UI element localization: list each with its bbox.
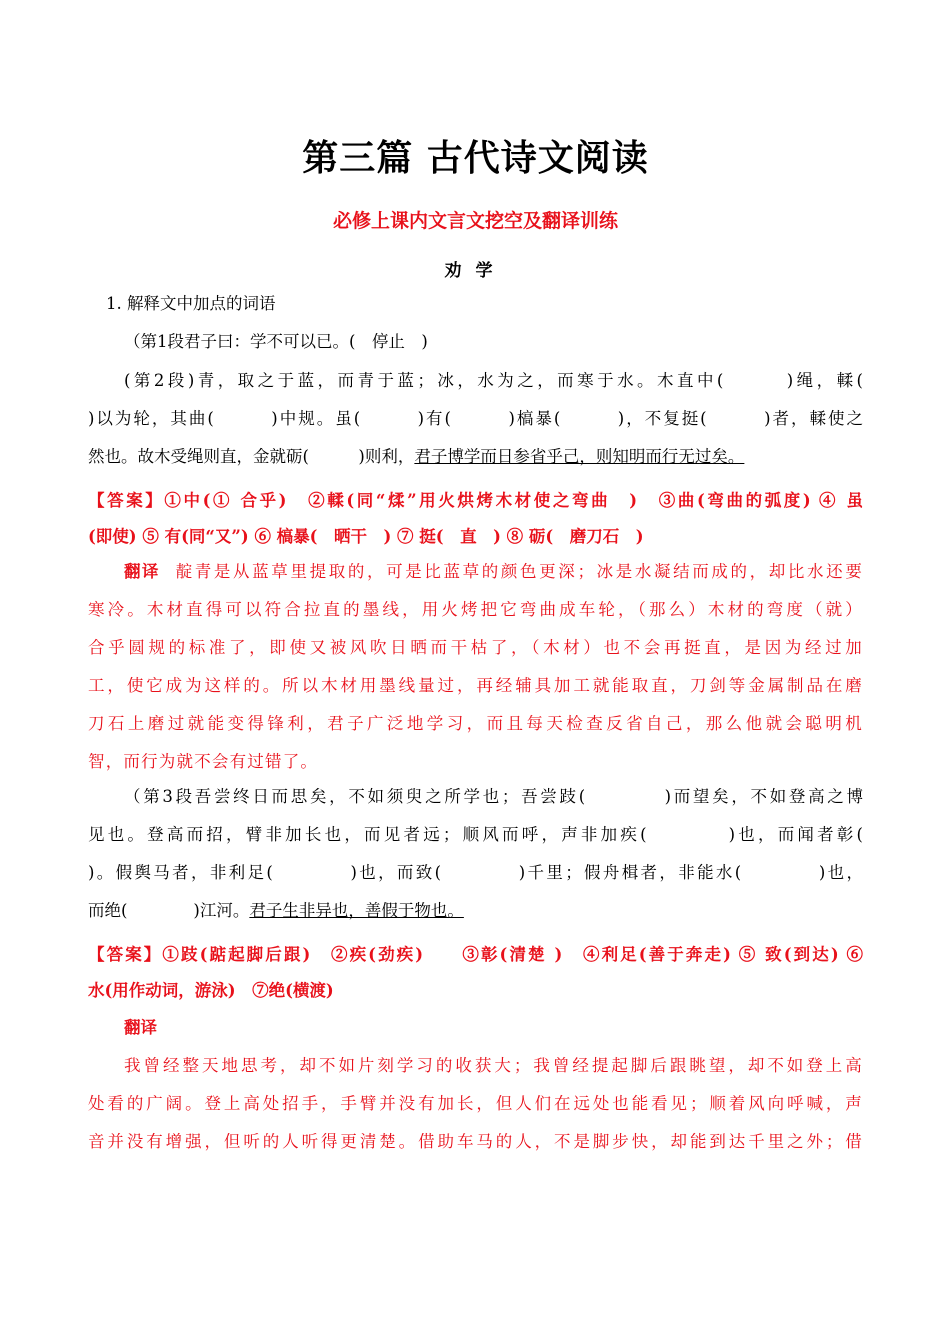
translation-line: [88, 553, 863, 591]
paragraph-line: （第3段吾尝终日而思矣，不如须臾之所学也；吾尝跂( )而望矣，不如登高之博: [124, 787, 863, 806]
translation-line: 刀石上磨过就能变得锋利，君子广泛地学习，而且每天检查反省自己，那么他就会聪明机: [88, 714, 863, 733]
paragraph-3-exercise: [88, 778, 863, 930]
page-subtitle: 必修上课内文言文挖空及翻译训练: [332, 210, 618, 232]
translation-line: 合乎圆规的标准了，即使又被风吹日晒而干枯了，（木材）也不会再挺直，是因为经过加: [88, 638, 863, 657]
paragraph-line: )。假舆马者，非利足( )也，而致( )千里；假舟楫者，非能水( )也，: [88, 863, 863, 882]
question-heading: 1. 解释文中加点的词语: [106, 294, 276, 313]
paragraph-line: [88, 892, 863, 930]
paragraph-line-start: 然也。故木受绳则直，金就砺( )则利，: [88, 447, 415, 466]
answer-line: 水(用作动词，游泳) ⑦绝(横渡): [88, 981, 334, 1000]
paragraph-1-exercise: （第1段君子曰：学不可以已。( 停止 ): [124, 332, 428, 351]
answer-line: 【答案】①跂(踮起脚后跟) ②疾(劲疾) ③彰(清楚 ) ④利足(善于奔走) ⑤ 致(到达) ⑥: [88, 945, 863, 964]
paragraph-2-exercise: [88, 362, 863, 476]
translation-text: 靛青是从蓝草里提取的，可是比蓝草的颜色更深；冰是水凝结而成的，却比水还要: [175, 562, 863, 581]
answer-line: 【答案】①中(① 合乎) ②輮(同“煣”用火烘烤木材使之弯曲 ) ③曲(弯曲的弧度) ④ 虽: [88, 491, 863, 510]
translation-line: 音并没有增强，但听的人听得更清楚。借助车马的人，不是脚步快，却能到达千里之外；借: [88, 1132, 863, 1151]
translation-line: 我曾经整天地思考，却不如片刻学习的收获大；我曾经提起脚后跟眺望，却不如登上高: [124, 1056, 863, 1075]
paragraph-line: )以为轮，其曲( )中规。虽( )有( )槁暴( )，不复挺( )者，輮使之: [88, 409, 863, 428]
section-1: [88, 285, 863, 361]
translation-line: 工，使它成为这样的。所以木材用墨线量过，再经辅具加工就能取直，刀剑等金属制品在磨: [88, 676, 863, 695]
key-sentence-underlined: 君子博学而日参省乎己，则知明而行无过矣。: [414, 447, 745, 466]
answer-2: [88, 937, 863, 1009]
answer-1: [88, 483, 863, 555]
translation-label: 翻译: [124, 1018, 157, 1037]
page-title: 第三篇 古代诗文阅读: [302, 137, 649, 179]
translation-1: [88, 553, 863, 781]
paragraph-line: (第2段)青，取之于蓝，而青于蓝；冰，水为之，而寒于水。木直中( )绳，輮(: [124, 371, 863, 390]
translation-2: [88, 1009, 863, 1161]
key-sentence-underlined: 君子生非异也，善假于物也。: [249, 901, 464, 920]
answer-line: (即使) ⑤ 有(同“又”) ⑥ 槁暴( 晒干 ) ⑦ 挺( 直 ) ⑧ 砺( 磨刀石 ): [88, 527, 644, 546]
paragraph-line: [88, 438, 863, 476]
paragraph-line-start: 而绝( )江河。: [88, 901, 250, 920]
paragraph-line: 见也。登高而招，臂非加长也，而见者远；顺风而呼，声非加疾( )也，而闻者彰(: [88, 825, 863, 844]
translation-label: 翻译: [124, 562, 160, 581]
translation-line: 智，而行为就不会有过错了。: [88, 752, 319, 771]
lesson-title: 劝学: [444, 261, 507, 281]
translation-line: 寒冷。木材直得可以符合拉直的墨线，用火烤把它弯曲成车轮，（那么）木材的弯度（就）: [88, 600, 863, 619]
translation-line: 处看的广阔。登上高处招手，手臂并没有加长，但人们在远处也能看见；顺着风向呼喊，声: [88, 1094, 863, 1113]
